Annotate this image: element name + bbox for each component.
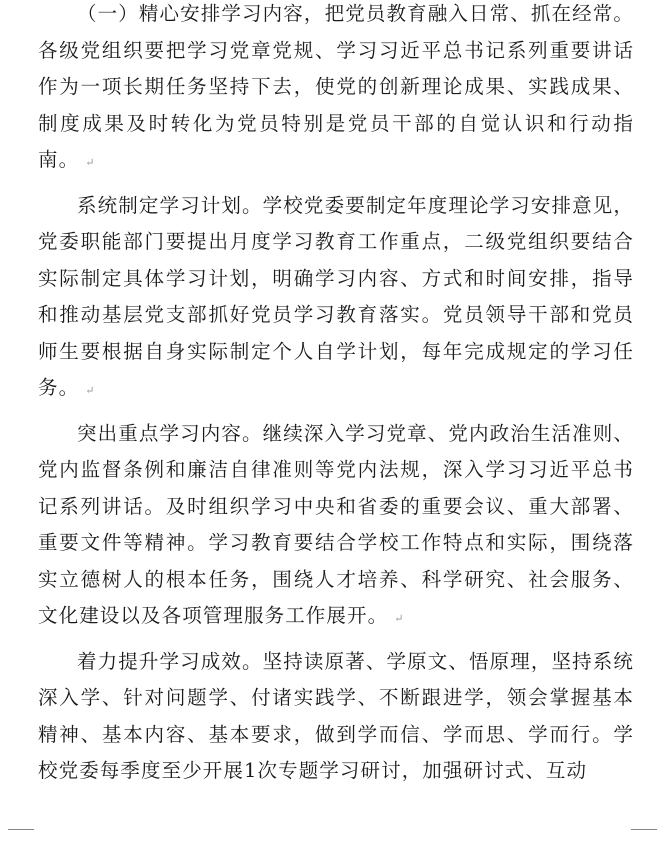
document-page: [38, 0, 634, 793]
page-corner-mark-left: [8, 829, 34, 830]
paragraph-mark-icon: ↵: [394, 612, 404, 625]
paragraph-text: 系统制定学习计划。学校党委要制定年度理论学习安排意见，党委职能部门要提出月度学习教育工作重点，二级党组织要结合实际制定具体学习计划，明确学习内容、方式和时间安排，指导和推动基层党支部抓好党员学习教育落实。党员领导干部和党员师生要根据自身实际制定个人自学计划，每年完成规定的学习任务。: [38, 193, 634, 399]
paragraph-study-plan: [38, 188, 634, 410]
paragraph-learning-content: [38, 0, 634, 182]
paragraph-key-content: [38, 416, 634, 638]
paragraph-text: 突出重点学习内容。继续深入学习党章、党内政治生活准则、党内监督条例和廉洁自律准则等党内法规，深入学习习近平总书记系列讲话。及时组织学习中央和省委的重要会议、重大部署、重要文件等精神。学习教育要结合学校工作特点和实际，围绕落实立德树人的根本任务，围绕人才培养、科学研究、社会服务、文化建设以及各项管理服务工作展开。: [38, 421, 634, 627]
paragraph-learning-effect: [38, 644, 634, 793]
paragraph-text: （一）精心安排学习内容，把党员教育融入日常、抓在经常。各级党组织要把学习党章党规、学习习近平总书记系列重要讲话作为一项长期任务坚持下去，使党的创新理论成果、实践成果、制度成果及时转化为党员特别是党员干部的自觉认识和行动指南。: [38, 2, 634, 171]
paragraph-mark-icon: ↵: [85, 156, 95, 169]
page-corner-mark-right: [631, 829, 657, 830]
paragraph-mark-icon: ↵: [85, 384, 95, 397]
paragraph-text: 着力提升学习成效。坚持读原著、学原文、悟原理，坚持系统深入学、针对问题学、付诸实践学、不断跟进学，领会掌握基本精神、基本内容、基本要求，做到学而信、学而思、学而行。学校党委每季度至少开展1次专题学习研讨，加强研讨式、互动: [38, 649, 634, 782]
